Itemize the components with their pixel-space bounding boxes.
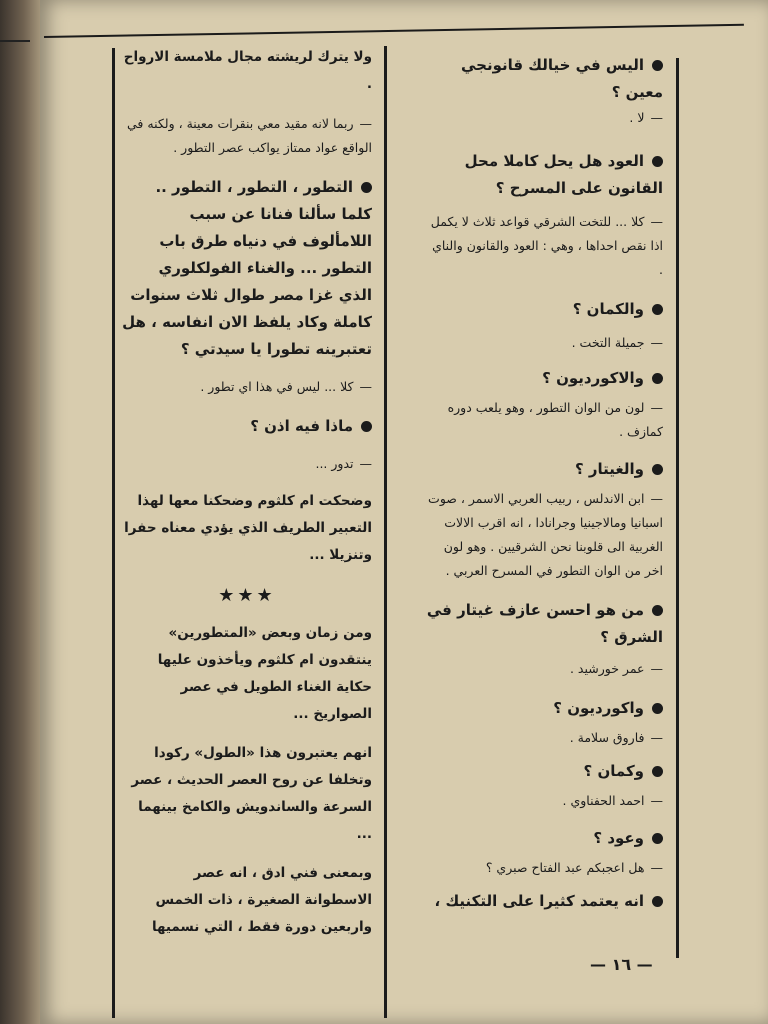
paragraph-text: كلا ... للتخت الشرقي قواعد ثلاث لا يكمل اذا نقص احداها ، وهي : العود والقانون والناي . [430,214,663,277]
paragraph-text: وبمعنى فني ادق ، انه عصر الاسطوانة الصغيرة ، ذات الخمس واربعين دورة فقط ، التي نسميها [151,865,372,935]
answer-paragraph [122,375,372,399]
bullet-icon [361,182,372,193]
question-paragraph [122,413,372,440]
paragraph-text: ربما لانه مقيد معي بنقرات معينة ، ولكنه في الواقع عواد ممتاز يواكب عصر التطور . [127,116,372,155]
question-paragraph [425,365,663,392]
body-paragraph [122,488,372,569]
paragraph-text: فاروق سلامة . [569,730,645,745]
paragraph-text: والكمان ؟ [572,300,644,318]
answer-paragraph [425,331,663,355]
paragraph-text: عمر خورشيد . [569,661,645,676]
dash-mark: — [650,730,663,745]
answer-paragraph [425,396,663,444]
right-column [425,52,663,915]
answer-paragraph [425,856,663,880]
paragraph-text: ★★★ [218,585,276,606]
paragraph-text: ومن زمان وبعض «المتطورين» ينتقدون ام كلثوم ويأخذون عليها حكاية الغناء الطويل في عصر الصواريخ ... [157,625,372,722]
question-paragraph [425,888,663,915]
dash-mark: — [650,860,663,875]
bullet-icon [652,60,663,71]
bullet-icon [361,421,372,432]
paragraph-text: جميلة التخت . [571,335,645,350]
paragraph-text: انهم يعتبرون هذا «الطول» ركودا وتخلفا عن روح العصر الحديث ، عصر السرعة والساندويش والكامخ بينهما ... [131,745,372,842]
dash-mark: — [650,214,663,229]
bullet-icon [652,156,663,167]
answer-paragraph [425,726,663,750]
paragraph-text: اليس في خيالك قانونجي معين ؟ [460,56,663,101]
answer-paragraph [425,789,663,813]
question-paragraph [425,148,663,202]
question-paragraph [425,52,663,106]
bullet-icon [652,464,663,475]
paragraph-text: وعود ؟ [593,829,644,847]
dash-mark: — [650,335,663,350]
paragraph-text: احمد الحفناوي . [562,793,645,808]
body-paragraph [122,740,372,848]
paragraph-text: لون من الوان التطور ، وهو يلعب دوره كمازف . [447,400,663,439]
paragraph-text: ولا يترك لريشته مجال ملامسة الارواح . [123,49,372,92]
answer-paragraph [425,210,663,282]
paragraph-text: وكمان ؟ [583,762,644,780]
question-paragraph [425,456,663,483]
bullet-icon [652,304,663,315]
paragraph-text: العود هل يحل كاملا محل القانون على المسرح ؟ [464,152,663,197]
question-paragraph [425,758,663,785]
answer-paragraph [122,452,372,476]
bullet-icon [652,605,663,616]
left-column-rule [112,48,115,1018]
body-paragraph [122,620,372,728]
answer-paragraph [425,657,663,681]
page-number-value: ١٦ [611,955,632,974]
dash-mark: — [650,793,663,808]
center-column-rule [384,46,387,1018]
dash-mark: — [359,379,372,394]
paragraph-text: انه يعتمد كثيرا على التكنيك ، [434,892,644,910]
paragraph-text: كلا ... ليس في هذا اي تطور . [200,379,354,394]
dash-mark: — [359,116,372,131]
bullet-icon [652,373,663,384]
paragraph-text: وضحكت ام كلثوم وضحكنا معها لهذا التعبير الطريف الذي يؤدي معناه حفرا وتنزيلا ... [124,493,372,563]
question-paragraph [425,695,663,722]
bullet-icon [652,703,663,714]
paragraph-text: من هو احسن عازف غيتار في الشرق ؟ [426,601,663,646]
left-column [122,44,372,941]
paragraph-text: والاكورديون ؟ [542,369,644,387]
paragraph-text: هل اعجبكم عبد الفتاح صبري ؟ [485,860,645,875]
section-divider-stars [122,585,372,606]
question-paragraph [122,174,372,363]
bullet-icon [652,833,663,844]
dash-mark: — [650,491,663,506]
question-paragraph [425,825,663,852]
left-page-edge-rule [0,40,30,42]
dash-mark: — [650,400,663,415]
paragraph-text: التطور ، التطور ، التطور .. كلما سألنا فنانا عن سبب اللامألوف في دنياه طرق باب التطور ... والغناء الفولكلوري الذي غزا مصر طوال ثلاث سنوات كاملة وكاد يلفظ الان انفاسه ، هل تعتبرينه تطورا يا سيدتي ؟ [122,178,372,358]
dash-mark: — [650,661,663,676]
question-paragraph [425,597,663,651]
paragraph-text: ابن الاندلس ، ربيب العربي الاسمر ، صوت اسبانيا ومالاجينيا وجرانادا ، انه اقرب الالات الغربية الى قلوبنا نحن الشرقيين . وهو لون اخر من الوان التطور في المسرح العربي . [428,491,663,578]
dash-mark: — [359,456,372,471]
dash-mark: — [650,110,663,125]
answer-paragraph [425,487,663,583]
body-paragraph [122,860,372,941]
answer-paragraph [122,112,372,160]
paragraph-text: لا . [629,110,645,125]
answer-paragraph [425,106,663,130]
paragraph-text: واكورديون ؟ [553,699,644,717]
bullet-icon [652,766,663,777]
bullet-icon [652,896,663,907]
body-paragraph [122,44,372,98]
paragraph-text: تدور ... [315,456,354,471]
right-column-rule [676,58,679,958]
page-number: — ١٦ — [590,955,653,974]
question-paragraph [425,296,663,323]
paragraph-text: ماذا فيه اذن ؟ [250,417,353,435]
paragraph-text: والغيتار ؟ [574,460,644,478]
